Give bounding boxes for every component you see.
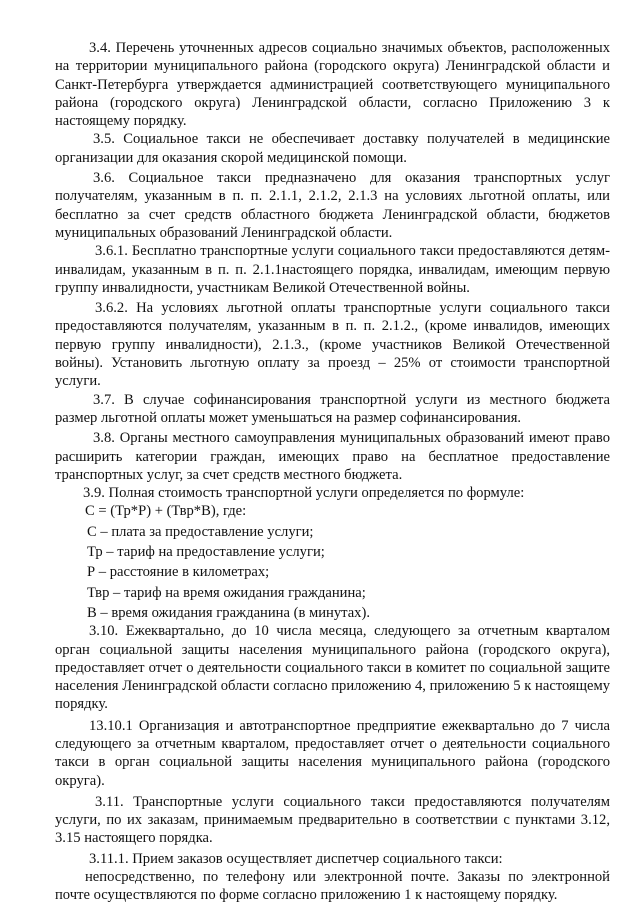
paragraph-3-9: 3.9. Полная стоимость транспортной услуги определяется по формуле: — [83, 485, 525, 502]
legend-item-c: С – плата за предоставление услуги; — [87, 523, 314, 540]
paragraph-3-6: 3.6. Социальное такси предназначено для оказания транспортных услуг получателям, указанным в п. п. 2.1.1, 2.1.2, 2.1.3 на условиях льготной оплаты, или бесплатно за счет средств областного бюджета Ленинградской области, бюджетов муниципальных образований Ленинградской области. — [55, 170, 610, 241]
paragraph-3-10: 3.10. Ежеквартально, до 10 числа месяца, следующего за отчетным кварталом орган социальной защиты населения муниципального района (городского округа), предоставляет отчет о деятельности социального такси в комитет по социальной защите населения Ленинградской области согласно приложению 4, приложению 5 к настоящему порядку. — [55, 623, 610, 713]
paragraph-3-6-1: 3.6.1. Бесплатно транспортные услуги социального такси предоставляются детям-инвалидам, указанным в п. п. 2.1.1настоящего порядка, инвалидам, имеющим первую группу инвалидности, участникам Великой Отечественной войны. — [55, 243, 610, 296]
legend-item-tr: Тр – тариф на предоставление услуги; — [87, 544, 325, 561]
paragraph-3-11-1: 3.11.1. Прием заказов осуществляет диспетчер социального такси: — [89, 850, 503, 867]
legend-item-v: В – время ожидания гражданина (в минутах). — [87, 604, 370, 621]
paragraph-3-11: 3.11. Транспортные услуги социального такси предоставляются получателям услуги, по их заказам, принимаемым предварительно в соответствии с пунктами 3.12, 3.15 настоящего порядка. — [55, 793, 610, 847]
paragraph-3-4: 3.4. Перечень уточненных адресов социально значимых объектов, расположенных на территории муниципального района (городского округа) Ленинградской области и Санкт-Петербурга утверждается администрацией соответствующего муниципального района (городского округа) Ленинградской области, согласно Приложению 3 к настоящему порядку. — [55, 40, 610, 130]
legend-item-tvr: Твр – тариф на время ожидания гражданина; — [87, 584, 366, 601]
paragraph-3-5: 3.5. Социальное такси не обеспечивает доставку получателей в медицинские организации для оказания скорой медицинской помощи. — [55, 131, 610, 166]
legend-item-r: Р – расстояние в километрах; — [87, 564, 270, 581]
formula: С = (Тр*Р) + (Твр*В), где: — [85, 503, 247, 520]
document-page — [55, 35, 610, 905]
paragraph-13-10-1: 13.10.1 Организация и автотранспортное предприятие ежеквартально до 7 числа следующего за отчетным кварталом, предоставляет отчет о деятельности социального такси в орган социальной защиты населения муниципального района (городского округа). — [55, 717, 610, 789]
paragraph-reception-methods: непосредственно, по телефону или электронной почте. Заказы по электронной почте осуществляются по форме согласно приложению 1 к настоящему порядку. — [55, 869, 610, 904]
paragraph-3-8: 3.8. Органы местного самоуправления муниципальных образований имеют право расширить категории граждан, имеющих право на бесплатное предоставление транспортных услуг, за счет средств местного бюджета. — [55, 430, 610, 483]
paragraph-3-7: 3.7. В случае софинансирования транспортной услуги из местного бюджета размер льготной оплаты может уменьшаться на размер софинансирования. — [55, 391, 610, 426]
paragraph-3-6-2: 3.6.2. На условиях льготной оплаты транспортные услуги социального такси предоставляются получателям, указанным в п. п. 2.1.2., (кроме инвалидов, имеющих первую группу инвалидности), 2.1.3., (кроме участников Великой Отечественной войны). Установить льготную оплату за проезд – 25% от стоимости транспортной услуги. — [55, 300, 610, 390]
